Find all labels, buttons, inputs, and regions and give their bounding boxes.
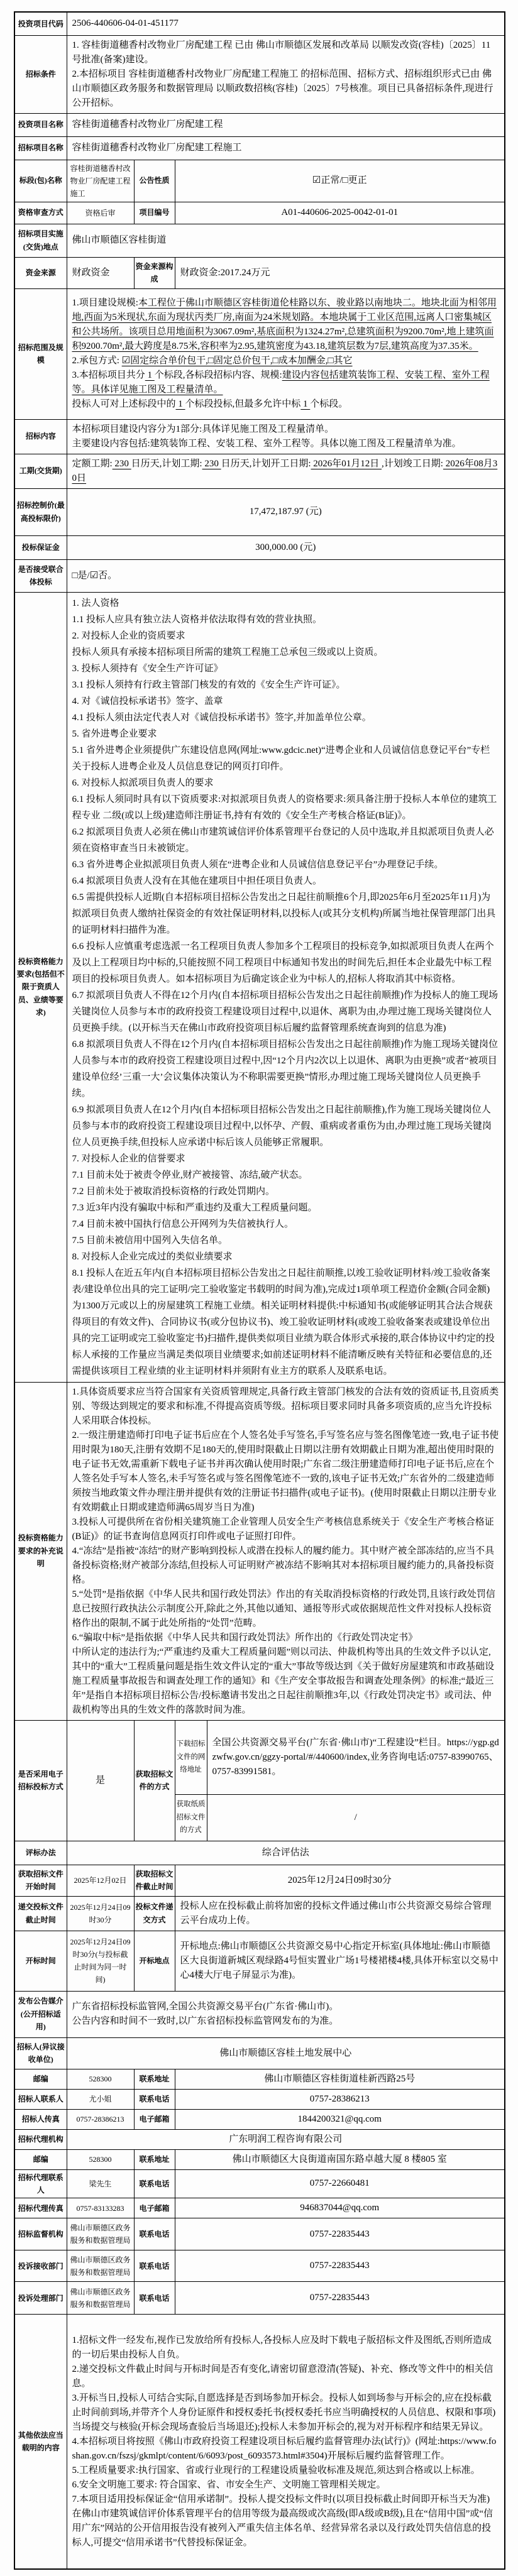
paragraph: 7. 对投标人企业的信誉要求 [72,1153,185,1164]
tenderer-zip-value: 528300 [67,2069,134,2089]
paragraph: 6.5 需提供投标人近期(自本招标项目招标公告发出之日起往前顺推6个月,即2025年6月至2025年11月)为拟派项目负责人缴纳社保资金的有效社保证明材料,以投标人(或其分支机构)所属当地社保管理部门出具的证明材料扫描件为准。 [72,892,496,935]
funding-composition-label: 资金来源构成 [134,257,175,288]
document-start-label: 获取招标文件开始时间 [14,1865,67,1896]
project-code-label: 投资项目代码 [14,12,67,35]
tenderer-phone-label: 联系电话 [134,2089,175,2109]
row-duration [14,454,505,488]
row-other-required-content [14,2315,505,2569]
tender-conditions-value [67,35,505,113]
tenderer-label: 招标人(异议接收单位) [14,2037,67,2069]
qualification-requirements-label: 投标资格能力要求(包括但不限于资质人员、业绩等要求) [14,592,67,1382]
paper-documents-label: 获取纸质招标文件的方式 [175,1794,207,1841]
row-bid-opening [14,1931,505,1991]
row-complaint-handling [14,2282,505,2315]
agency-fax-value: 0757-83133283 [67,2198,134,2218]
price-ceiling-label: 招标控制价(最高投标限价) [14,488,67,535]
agency-email-label: 电子邮箱 [134,2198,175,2218]
paragraph: 3.本招标项目共分 1 个标段,各标段招标内容、规模:建设内容包括建筑装饰工程、安装工程、室外工程等。具体详见施工图及工程量清单。 [72,370,490,395]
duration-label: 工期(交货期) [14,454,67,488]
supervision-authority-value: 佛山市顺德区政务服务和数据管理局 [67,2218,134,2250]
tenderer-address-value: 佛山市顺德区容桂街道桂新西路25号 [175,2069,505,2089]
paragraph: 3.开标当日,投标人可结合实际,自愿选择是否到场参加开标会。投标人如到场参与开标会的,应在投标截止时间前到场,并带齐个人身份证原件和授权委托书(授权委托书应当明确授权的人员信息、权限和事项)当场提交与核验(开标会现场查验后当场退还);投标人未参加开标会的,视为对开标程序和结果无异议。 [72,2392,496,2432]
complaint-receiving-phone-label: 联系电话 [134,2250,175,2282]
paragraph: 公告内容和时间不一致时,以广东省招标投标监管网发布的为准。 [72,2016,339,2026]
tenderer-address-label: 联系地址 [134,2069,175,2089]
paragraph: 6.4 拟派项目负责人没有在其他在建项目中担任项目负责人。 [72,875,322,886]
paragraph: 8. 对投标人企业完成过的类似业绩要求 [72,1251,233,1262]
paragraph: 6.1 投标人须同时具有以下资质要求:对拟派项目负责人的资格要求:须具备注册于投标人本单位的建筑工程专业 二级(或以上级)建造师注册证书,持有有效的《安全生产考核合格证(B证)》。 [72,794,497,821]
paragraph: 7.5 目前未被信用中国列入失信名单。 [72,1235,228,1246]
row-tender-conditions [14,35,505,113]
paragraph: 4.“冻结”是指被“冻结”的财产影响到投标人或潜在投标人的履约能力。其中财产被全部冻结的,应当不具备投标资格;财产被部分冻结,但投标人可证明财产被冻结不影响其对本招标项目履约能力的,具备投标资格。 [72,1545,495,1585]
paragraph: 8.1 投标人在近五年内(自本招标项目招标公告发出之日起往前顺推,以竣工验收证明材料/竣工验收备案表/建设单位出具的完工证明/完工验收鉴定书载明的时间为准),完成过1项单项工程造价金额(合同金额)为1300万元或以上的房屋建筑工程施工业绩。相关证明材料提供:中标通知书(或能够证明其合法合规获得项目的有效文件)、合同协议书(或分包协议书)、竣工验收证明材料(或竣工验收备案表或建设单位出具的完工证明或完工验收鉴定书)扫描件,提供类似项目业绩为联合体形式承接的,联合体协议中约定的投标人承接的工作量应当满足类似项目业绩要求;如前述证明材料不能清晰反映有关特征和必要信息的,还需提供该项目工程业绩的业主证明材料并须附有业主方的联系人及联系电话。 [72,1268,495,1376]
consortium-accepted-label: 是否接受联合体投标 [14,559,67,592]
row-qualification-requirements [14,592,505,1382]
delivery-location-label: 招标项目实施(交货)地点 [14,224,67,257]
electronic-bidding-label: 是否采用电子招标投标方式 [14,1720,67,1841]
duration-value [67,454,505,488]
paragraph: 3.投标人可提供所在省份相关建筑施工企业管理人员安全生产考核信息系统关于《安全生产考核合格证(B证)》的证书查询信息网页打印件或电子证照打印件。 [72,1516,494,1542]
paragraph: 1.项目建设规模:本工程位于佛山市顺德区容桂街道伦桂路以东、骏业路以南地块二。地块北面为相邻用地,西面为5米现状,东面为现状丙类厂房,南面为24米规划路。本地块属于工业区范围,远离人口密集城区和公共场所。该项目总用地面积为3067.09m²,基底面积为1324.27m²,总建筑面积为9200.70m²,地上建筑面积9200.70m²,最大跨度是8.75米,容积率为2.95,建筑密度为43.18,建筑层数为7层,建筑高度为37.35米。 [72,298,497,351]
qualification-review-value: 资格后审 [67,202,134,224]
obtain-documents-label: 获取招标文件的方式 [134,1720,175,1841]
agency-zip-label: 邮编 [14,2149,67,2169]
row-investment-project-name [14,113,505,136]
tenderer-phone-value: 0757-28386213 [175,2089,505,2109]
paragraph: 5. 省外进粤企业要求 [72,728,157,739]
row-agency-contact [14,2169,505,2198]
paragraph: 4. 对《诚信投标承诺书》签字、盖章 [72,696,223,706]
row-document-obtain-time [14,1865,505,1896]
agency-email-value: 946837044@qq.com [175,2198,505,2218]
paragraph: 6.6 投标人应慎重考虑选派一名工程项目负责人参加多个工程项目的投标竞争,如拟派项目负责人在两个及以上工程项目均中标的,只能按照不同工程项目中标通知书发出的时间先后,担任本企业最先中标工程项目的投标项目负责人。如本招标项目为后确定该企业为中标人的,招标人将取消其中标资格。 [72,941,494,984]
funding-source-label: 资金来源 [14,257,67,288]
section-name-value: 容桂街道穗香村改物业厂房配建工程施工 [67,160,134,202]
row-electronic-bidding [14,1720,505,1794]
agency-phone-value: 0757-22660481 [175,2169,505,2198]
paragraph: 6.8 拟派项目负责人不得在12个月内(自本招标项目招标公告发出之日起往前顺推)作为施工现场关键岗位人员参与本市的政府投资工程建设项目过程中,因“12个月内2次以上以退休、离职为由更换”或者“被项目建设单位经’三重一大’会议集体决策认为不称职需要更换”情形,办理过施工现场关键岗位人员更换手续。 [72,1039,498,1099]
paragraph: 4.本招标项目将按照《佛山市政府投资工程建设项目标后履约监督管理办法(试行)》(网址:https://www.foshan.gov.cn/fszsj/gkmlpt/content/6/6093/post_6093573.html#3504)开展标后履约监督管理工作。 [72,2436,497,2461]
complaint-receiving-value: 佛山市顺德区政务服务和数据管理局 [67,2250,134,2282]
qualification-requirements-value [67,592,505,1382]
row-tender-content [14,419,505,454]
bid-opening-time-value: 2025年12月24日09时30分(与投标截止时间为同一时间) [67,1931,134,1991]
tenderer-fax-value: 0757-28386213 [67,2109,134,2129]
complaint-receiving-phone-value: 0757-22835443 [175,2250,505,2282]
paragraph: 7.2 目前未处于被取消投标资格的行政处罚期内。 [72,1186,275,1197]
paragraph: 广东省招标投标监管网,全国公共资源交易平台(广东省·佛山市)。 [72,2002,339,2012]
paragraph: 6. 对投标人拟派项目负责人的要求 [72,777,214,788]
row-delivery-location [14,224,505,257]
paragraph: 5.“处罚”是指依据《中华人民共和国行政处罚法》作出的有关取消投标资格的行政处罚,且该行政处罚信息已按照行政执法公示制度公开,除此之外,其他以通知、通报等形式或依据规范性文件对投标人投标资格作出的限制,不属于此处所指的“处罚”范畴。 [72,1589,495,1628]
bid-opening-place-label: 开标地点 [134,1931,175,1991]
row-tenderer [14,2037,505,2069]
row-bid-deposit [14,535,505,559]
delivery-location-value: 佛山市顺德区容桂街道 [67,224,505,257]
tender-scope-label: 招标范围及规模 [14,288,67,419]
supervision-phone-value: 0757-22835443 [175,2218,505,2250]
paragraph: 1. 法人资格 [72,598,119,608]
complaint-handling-value: 佛山市顺德区政务服务和数据管理局 [67,2282,134,2315]
other-required-content-label: 其他依法应当载明的内容 [14,2315,67,2569]
funding-source-value: 财政资金 [67,257,134,288]
download-address-value: 全国公共资源交易平台(广东省·佛山市)“工程建设”栏目。https://ygp.gdzwfw.gov.cn/ggzy-portal/#/440600/index,业务咨询电话:0757-83990765、0757-83991581。 [207,1720,505,1794]
row-announcement-media [14,1991,505,2037]
submission-deadline-value: 2025年12月24日09时30分 [67,1896,134,1931]
agency-label: 招标代理机构 [14,2129,67,2149]
row-evaluation-method [14,1841,505,1865]
paragraph: 7.本项目适用投标保证金“信用承诺制”。投标人提交投标文件时(以项目投标截止时间即开标当天为准)在佛山市建筑诚信评价体系管理平台的信用等级为最高级或次高级(即A级或B级),且在“信用中国”或“信用广东”网站的公开信用报告没有被列入严重失信主体名单、经营异常名录以及行政处罚失信信息的投标人,可提交“信用承诺书”代替投标保证金。 [72,2494,493,2548]
row-section-name [14,160,505,202]
row-funding-source [14,257,505,288]
document-deadline-label: 获取招标文件截止时间 [134,1865,175,1896]
announcement-media-label: 发布公告媒介(公开招标适用) [14,1991,67,2037]
electronic-bidding-value: 是 [67,1720,134,1841]
agency-address-value: 佛山市顺德区大良街道南国东路卓越大厦 8 楼805 室 [175,2149,505,2169]
tenderer-email-label: 电子邮箱 [134,2109,175,2129]
qualification-supplement-label: 投标资格能力要求的补充说明 [14,1382,67,1720]
row-qualification-review [14,202,505,224]
tender-content-value [67,419,505,454]
tender-conditions-label: 招标条件 [14,35,67,113]
tenderer-zip-label: 邮编 [14,2069,67,2089]
row-supervision-authority [14,2218,505,2250]
section-name-label: 标段(包)名称 [14,160,67,202]
paragraph: 投标人须具有承接本招标项目所需的建筑工程施工总承包三级或以上资质。 [72,647,383,657]
agency-zip-value: 528300 [67,2149,134,2169]
qualification-review-label: 资格审查方式 [14,202,67,224]
paragraph: 7.3 近3年内没有骗取中标和严重违约及重大工程质量问题。 [72,1202,317,1213]
row-consortium-accepted [14,559,505,592]
paragraph: 6.3 省外进粤企业拟派项目负责人须在“进粤企业和人员诚信信息登记平台”办理登记手续。 [72,859,444,870]
tenderer-contact-label: 招标人联系人 [14,2089,67,2109]
row-complaint-receiving [14,2250,505,2282]
tender-project-name-label: 招标项目名称 [14,136,67,160]
tenderer-contact-value: 尤小姐 [67,2089,134,2109]
supervision-phone-label: 联系电话 [134,2218,175,2250]
paragraph: 1.具体资质要求应当符合国家有关资质管理规定,具备行政主管部门核发的合法有效的资质证书,且资质类别、等级达到规定的要求和标准,不得提高资质等级。招标项目要求同时具备多项资质的,应当允许投标人采用联合体投标。 [72,1386,499,1426]
evaluation-method-label: 评标办法 [14,1841,67,1865]
row-agency-zip [14,2149,505,2169]
tenderer-fax-label: 招标人传真 [14,2109,67,2129]
complaint-receiving-label: 投诉接收部门 [14,2250,67,2282]
bid-deposit-label: 投标保证金 [14,535,67,559]
row-price-ceiling [14,488,505,535]
tender-content-label: 招标内容 [14,419,67,454]
funding-composition-value: 财政资金:2017.24万元 [175,257,505,288]
agency-contact-label: 招标代理联系人 [14,2169,67,2198]
investment-project-name-value: 容桂街道穗香村改物业厂房配建工程 [67,113,505,136]
paragraph: 3. 投标人须持有《安全生产许可证》 [72,663,223,674]
complaint-handling-label: 投诉处理部门 [14,2282,67,2315]
evaluation-method-value: 综合评估法 [67,1841,505,1865]
download-address-label: 下载招标文件的网络地址 [175,1720,207,1794]
complaint-handling-phone-label: 联系电话 [134,2282,175,2315]
paragraph: 5.1 省外进粤企业须提供广东建设信息网(网址:www.gdcic.net)“进粤企业和人员诚信信息登记平台”专栏关于投标人进粤企业及人员信息登记的网页打印件。 [72,745,490,772]
row-tender-project-name [14,136,505,160]
agency-contact-value: 梁先生 [67,2169,134,2198]
paragraph: 2.本招标项目 容桂街道穗香村改物业厂房配建工程施工 的招标范围、招标方式、招标组织形式已由 佛山市顺德区政务服务和数据管理局 以顺政数招核(容桂)〔2025〕7号核准。项目已具备招标条件,现进行公开招标。 [72,69,493,108]
qualification-supplement-value [67,1382,505,1720]
other-required-content-value [67,2315,505,2569]
paragraph: 1. 容桂街道穗香村改物业厂房配建工程 已由 佛山市顺德区发展和改革局 以顺发改资(容桂)〔2025〕11号批准(备案)建设。 [72,40,491,65]
row-qualification-supplement [14,1382,505,1720]
bid-deposit-value: 300,000.00 (元) [67,535,505,559]
submission-method-value: 投标人应在投标截止前将加密的投标文件通过佛山市公共资源交易综合管理云平台成功上传。 [175,1896,505,1931]
paragraph: 本招标项目建设内容分为1部分:具体详见施工图及工程量清单。 [72,424,334,434]
paragraph: 7.1 目前未处于被责令停业,财产被接管、冻结,破产状态。 [72,1170,308,1180]
paragraph: 投标人可对上述标段中的 1 个标段投标,但最多允许中标 1 个标段。 [72,399,348,409]
paragraph: 定额工期: 230 日历天,计划工期: 230 日历天,计划开工日期: 2026年01月12日 ,计划竣工日期: 2026年08月30日 [72,458,498,483]
tenderer-email-value: 1844200321@qq.com [175,2109,505,2129]
row-tenderer-zip [14,2069,505,2089]
project-number-label: 项目编号 [134,202,175,224]
paragraph: 6.9 拟派项目负责人在12个月内(自本招标项目招标公告发出之日起往前顺推),作为施工现场关键岗位人员参与本市的政府投资工程建设项目过程中,以怀孕、产假、重病或者重伤为由,办理过施工现场关键岗位人员更换手续,但投标人应承诺中标后该人员能够正常履职。 [72,1104,492,1148]
paragraph: 2.一级注册建造师打印电子证书后应在个人签名处手写签名,手写签名应与签名图像笔迹一致,电子证书使用时限为180天,注册有效期不足180天的,使用时限截止日期以注册有效期截止日期为准,超出使用时限的电子证书无效,需重新下载电子证书并再次确认使用时限;广东省二级注册建造师打印电子证书后,应在个人签名处手写本人签名,未手写签名或与签名图像笔迹不一致的,该电子证书无效;广东省外的二级建造师须按当地政策文件办理注册并提供有效的注册证书扫描件(或电子证书)。(使用时限截止日期以注册专业有效期截止日期或建造师满65周岁当日为准) [72,1430,499,1513]
paper-documents-value: / [207,1794,505,1841]
submission-deadline-label: 递交投标文件截止时间 [14,1896,67,1931]
paragraph: 3.1 投标人须持有行政主管部门核发的有效的《安全生产许可证》。 [72,679,346,690]
paragraph: 6.7 拟派项目负责人不得在12个月内(自本招标项目招标公告发出之日起往前顺推)作为投标人的施工现场关键岗位人员参与本市的政府投资工程建设项目过程中,以退休、离职为由,办理过施工现场关键岗位人员更换手续。(以开标当天在佛山市政府投资项目标后履约监督管理系统查询到的信息为准) [72,990,498,1033]
paragraph: 1.1 投标人应具有独立法人资格并依法取得有效的营业执照。 [72,614,322,625]
paragraph: 4.1 投标人须由法定代表人对《诚信投标承诺书》签字,并加盖单位公章。 [72,712,372,723]
tender-scope-value [67,288,505,419]
announcement-media-value [67,1991,505,2037]
paragraph: 2.承包方式: ☑固定综合单价包干,□固定总价包干,□成本加酬金,□其它 [72,356,353,366]
paragraph: 2. 对投标人企业的资质要求 [72,630,185,641]
tender-project-name-value: 容桂街道穗香村改物业厂房配建工程施工 [67,136,505,160]
complaint-handling-phone-value: 0757-22835443 [175,2282,505,2315]
notice-nature-label: 公告性质 [134,160,175,202]
bid-opening-place-value: 开标地点:佛山市顺德区公共资源交易中心指定开标室(具体地址:佛山市顺德区大良街道新城区观绿路4号恒实置业广场1号楼裙楼4楼,具体开标室以交易中心4楼大厅电子屏显示为准)。 [175,1931,505,1991]
agency-fax-label: 招标代理传真 [14,2198,67,2218]
row-agency [14,2129,505,2149]
row-tenderer-contact [14,2089,505,2109]
agency-value: 广东明润工程咨询有限公司 [67,2129,505,2149]
notice-nature-value: ☑正常/□更正 [175,160,505,202]
consortium-accepted-value: □是/☑否。 [67,559,505,592]
agency-address-label: 联系地址 [134,2149,175,2169]
row-agency-fax [14,2198,505,2218]
submission-method-label: 投标文件递交方式 [134,1896,175,1931]
row-submission-deadline [14,1896,505,1931]
document-deadline-value: 2025年12月24日09时30分 [175,1865,505,1896]
paragraph: 6.安全文明施工要求: 符合国家、省、市安全生产、文明施工管理相关规定。 [72,2479,386,2490]
price-ceiling-value: 17,472,187.97 (元) [67,488,505,535]
supervision-authority-label: 招标监督机构 [14,2218,67,2250]
paragraph: 主要建设内容包括:建筑装饰工程、安装工程、室外工程等。具体以施工图及工程量清单为准。 [72,438,461,449]
paragraph: 7.4 目前未被中国执行信息公开网列为失信被执行人。 [72,1219,294,1229]
tenderer-value: 佛山市顺德区容桂土地发展中心 [67,2037,505,2069]
bid-opening-time-label: 开标时间 [14,1931,67,1991]
tender-announcement-table [14,11,505,2570]
paragraph: 2.递交投标文件截止时间与开标时间是否有变化,请密切留意澄清(答疑)、补充、修改等文件中的相关信息。 [72,2364,493,2389]
paragraph: 1.招标文件一经发布,视作已发放给所有投标人,各投标人应及时下载电子版招标文件及图纸,否则所造成的一切后果由投标人自负。 [72,2335,492,2360]
row-project-code [14,12,505,35]
project-number-value: A01-440606-2025-0042-01-01 [175,202,505,224]
paragraph: 6.“骗取中标”是指依据《中华人民共和国行政处罚法》所作出的《行政处罚决定书》 [72,1632,418,1643]
row-tenderer-fax [14,2109,505,2129]
paragraph: 5.工程质量要求:执行国家、省或行业现行的工程建设质量验收标准及规范,须达到合格或以上标准。 [72,2465,480,2475]
project-code-value: 2506-440606-04-01-451177 [67,12,505,35]
investment-project-name-label: 投资项目名称 [14,113,67,136]
paragraph: 6.2 拟派项目负责人必须在佛山市建筑诚信评价体系管理平台登记的人员中选取,并且拟派项目负责人必须在资格审查当日未被锁定。 [72,826,494,853]
document-start-value: 2025年12月02日 [67,1865,134,1896]
agency-phone-label: 联系电话 [134,2169,175,2198]
row-tender-scope [14,288,505,419]
paragraph: 中所认定的违法行为;“严重违约及重大工程质量问题”则以司法、仲裁机构等出具的生效文件予以认定,其中的“重大”工程质量问题是指生效文件认定的“重大”事故等级达到《关于做好房屋建筑和市政基础设施工程质量事故报告和调查处理工作的通知》和《生产安全事故报告和调查处理条例》的标准;“最近三年”是指自本招标项目招标公告/投标邀请书发出之日起往前顺推3年,以《行政处罚决定书》或司法、仲裁机构等出具的生效文件的落款时间为准。 [72,1647,495,1715]
